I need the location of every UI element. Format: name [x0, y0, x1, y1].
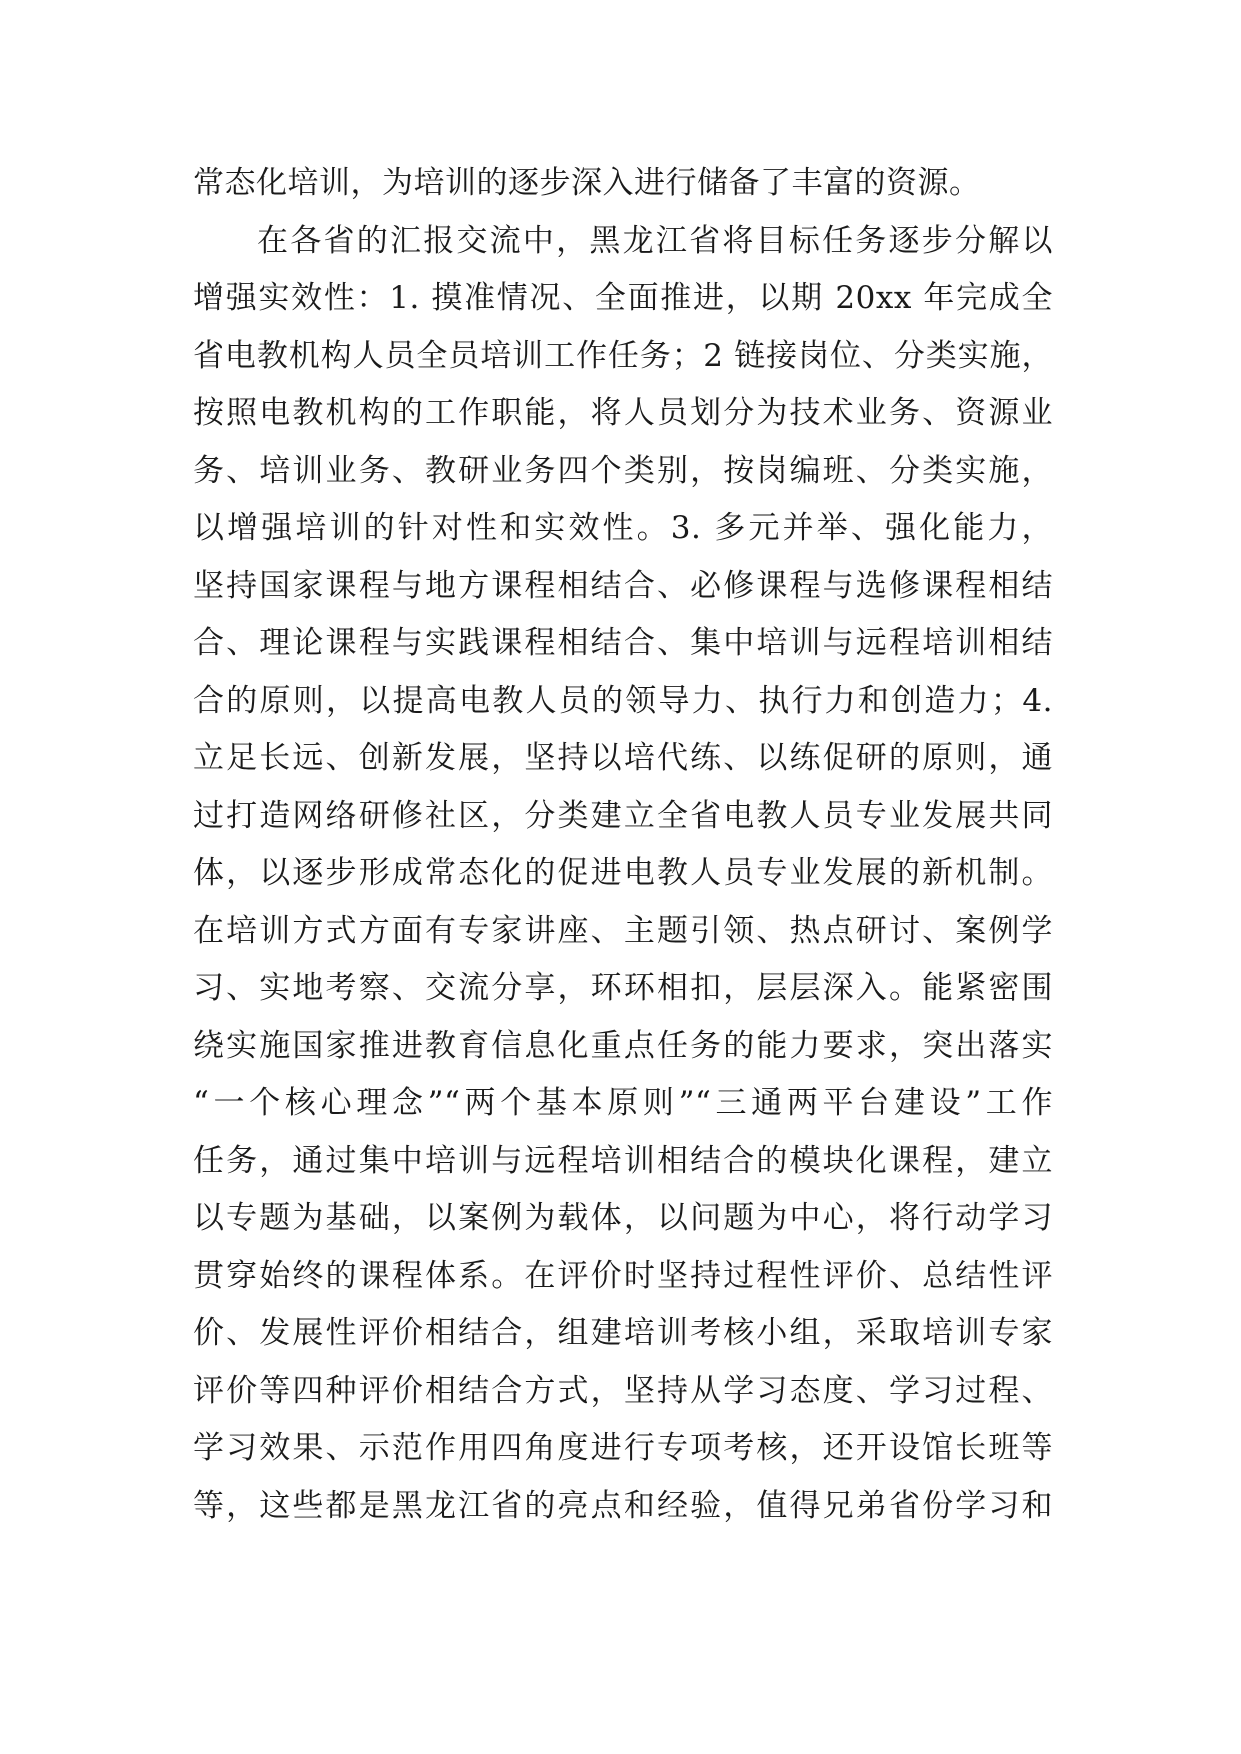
- text-line: 习、实地考察、交流分享，环环相扣，层层深入。能紧密围: [193, 970, 1053, 1006]
- text-line: 务、培训业务、教研业务四个类别，按岗编班、分类实施，: [193, 452, 1053, 489]
- text-line: 常态化培训，为培训的逐步深入进行储备了丰富的资源。: [193, 165, 981, 201]
- text-line: 省电教机构人员全员培训工作任务；2 链接岗位、分类实施，: [193, 337, 1053, 374]
- text-line: 过打造网络研修社区，分类建立全省电教人员专业发展共同: [193, 797, 1053, 834]
- text-line: 按照电教机构的工作职能，将人员划分为技术业务、资源业: [193, 395, 1053, 431]
- text-line: 等，这些都是黑龙江省的亮点和经验，值得兄弟省份学习和: [193, 1487, 1053, 1524]
- text-line: 以专题为基础，以案例为载体，以问题为中心，将行动学习: [193, 1200, 1053, 1236]
- text-line: 评价等四种评价相结合方式，坚持从学习态度、学习过程、: [193, 1372, 1053, 1409]
- body-text: [193, 155, 1053, 1535]
- text-line: 体，以逐步形成常态化的促进电教人员专业发展的新机制。: [193, 855, 1053, 891]
- text-line: 价、发展性评价相结合，组建培训考核小组，采取培训专家: [193, 1315, 1053, 1351]
- text-line: 贯穿始终的课程体系。在评价时坚持过程性评价、总结性评: [193, 1257, 1053, 1294]
- text-line: 在培训方式方面有专家讲座、主题引领、热点研讨、案例学: [193, 912, 1053, 949]
- text-line: 立足长远、创新发展，坚持以培代练、以练促研的原则，通: [193, 740, 1053, 776]
- text-line: 学习效果、示范作用四角度进行专项考核，还开设馆长班等: [193, 1430, 1053, 1466]
- text-line: 合的原则，以提高电教人员的领导力、执行力和创造力；4.: [193, 682, 1053, 719]
- text-line: 坚持国家课程与地方课程相结合、必修课程与选修课程相结: [193, 567, 1053, 604]
- text-line: 增强实效性：1. 摸准情况、全面推进，以期 20xx 年完成全: [193, 280, 1053, 316]
- text-line: 绕实施国家推进教育信息化重点任务的能力要求，突出落实: [193, 1027, 1053, 1064]
- text-line: “一个核心理念”“两个基本原则”“三通两平台建设”工作: [193, 1085, 1053, 1121]
- text-line: 合、理论课程与实践课程相结合、集中培训与远程培训相结: [193, 625, 1053, 661]
- text-line: 任务，通过集中培训与远程培训相结合的模块化课程，建立: [193, 1142, 1053, 1179]
- text-line: 在各省的汇报交流中，黑龙江省将目标任务逐步分解以: [257, 222, 1053, 259]
- text-line: 以增强培训的针对性和实效性。3. 多元并举、强化能力，: [193, 510, 1053, 546]
